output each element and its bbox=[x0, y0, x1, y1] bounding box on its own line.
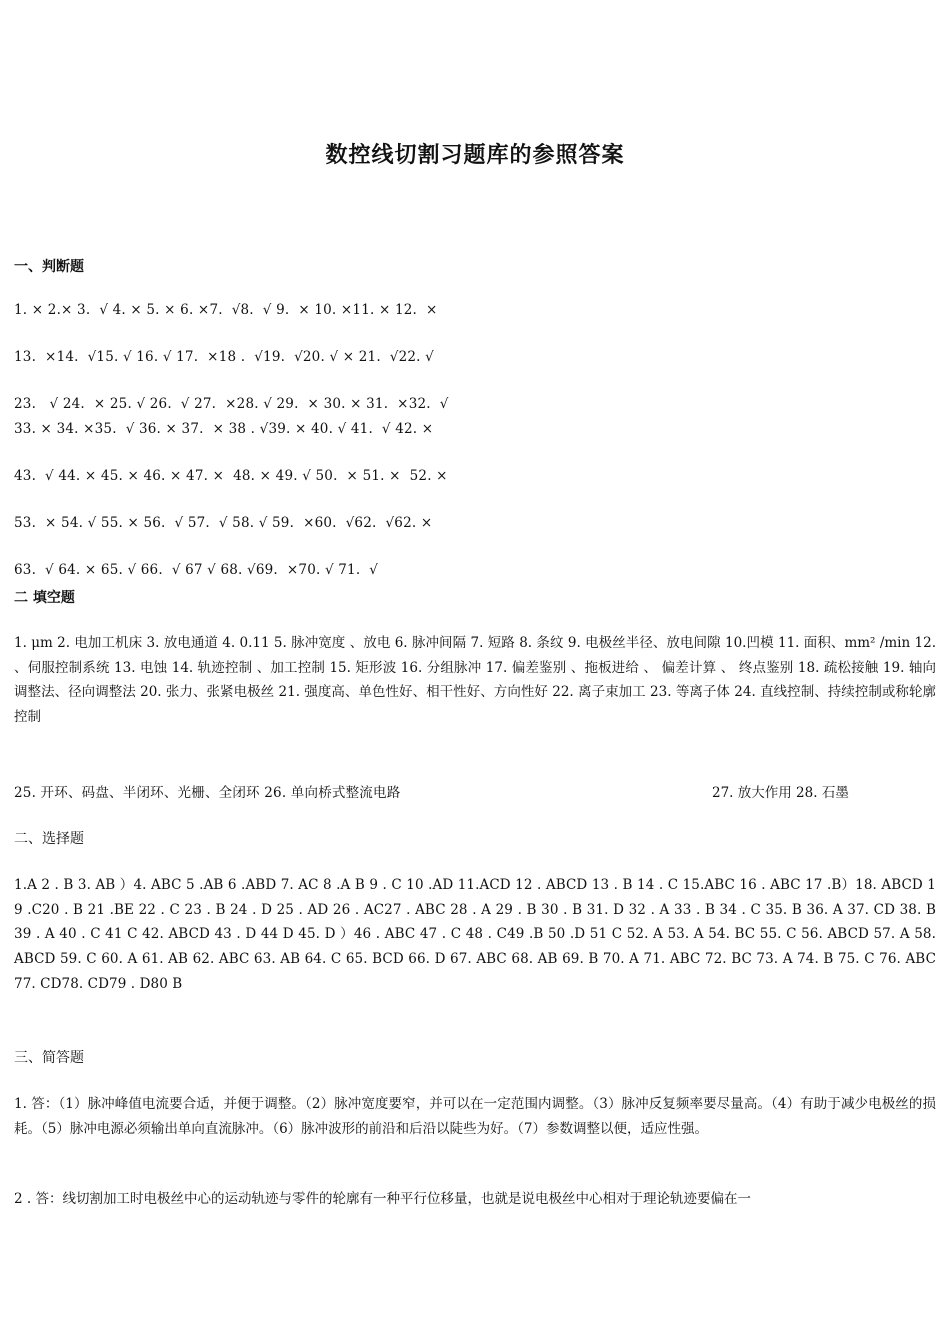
section-heading-short-answer: 三、简答题 bbox=[14, 1050, 84, 1066]
judgment-answer-line: 43. √ 44. × 45. × 46. × 47. × 48. × 49. √ 50. × 51. × 52. × bbox=[14, 468, 448, 484]
judgment-answer-line: 63. √ 64. × 65. √ 66. √ 67 √ 68. √69. ×70. √ 71. √ bbox=[14, 562, 379, 578]
choice-answers: 1.A 2 . B 3. AB ）4. ABC 5 .AB 6 .ABD 7. AC 8 .A B 9 . C 10 .AD 11.ACD 12 . ABCD 13 . B 14 . C 15.ABC 16 . ABC 17 .B）18. ABCD 19 .C20 . B 21 .BE 22 . C 23 . B 24 . D 25 . AD 26 . AC27 . ABC 28 . A 29 . B 30 . B 31. D 32 . A 33 . B 34 . C 35. B 36. A 37. CD 38. B 39 . A 40 . C 41 C 42. ABCD 43 . D 44 D 45. D ）46 . ABC 47 . C 48 . C49 .B 50 .D 51 C 52. A 53. A 54. BC 55. C 56. ABCD 57. A 58. ABCD 59. C 60. A 61. AB 62. ABC 63. AB 64. C 65. BCD 66. D 67. ABC 68. AB 69. B 70. A 71. ABC 72. BC 73. A 74. B 75. C 76. ABC 77. CD78. CD79 . D80 B bbox=[14, 877, 936, 992]
short-answer-2: 2 . 答：线切割加工时电极丝中心的运动轨迹与零件的轮廓有一种平行位移量，也就是说电极丝中心相对于理论轨迹要偏在一 bbox=[14, 1191, 751, 1207]
judgment-answer-line: 23. √ 24. × 25. √ 26. √ 27. ×28. √ 29. × 30. × 31. ×32. √ bbox=[14, 396, 449, 412]
fill-blank-answer-line: 25. 开环、码盘、半闭环、光栅、全闭环 26. 单向桥式整流电路 bbox=[14, 785, 401, 801]
judgment-answer-line: 53. × 54. √ 55. × 56. √ 57. √ 58. √ 59. ×60. √62. √62. × bbox=[14, 515, 433, 531]
section-heading-judgment: 一、判断题 bbox=[14, 259, 84, 275]
fill-blank-answer-line: 27. 放大作用 28. 石墨 bbox=[712, 785, 849, 801]
judgment-answer-line: 1. × 2.× 3. √ 4. × 5. × 6. ×7. √8. √ 9. × 10. ×11. × 12. × bbox=[14, 302, 438, 318]
judgment-answer-line: 33. × 34. ×35. √ 36. × 37. × 38 . √39. × 40. √ 41. √ 42. × bbox=[14, 421, 434, 437]
short-answer-1: 1. 答：（1）脉冲峰值电流要合适，并便于调整。（2）脉冲宽度要窄，并可以在一定范围内调整。（3）脉冲反复频率要尽量高。（4）有助于减少电极丝的损耗。（5）脉冲电源必须输出单向直流脉冲。（6）脉冲波形的前沿和后沿以陡些为好。（7）参数调整以便，适应性强。 bbox=[14, 1096, 936, 1137]
page-title: 数控线切割习题库的参照答案 bbox=[325, 143, 625, 168]
judgment-answer-line: 13. ×14. √15. √ 16. √ 17. ×18 . √19. √20. √ × 21. √22. √ bbox=[14, 349, 434, 365]
section-heading-choice: 二、选择题 bbox=[14, 831, 84, 847]
section-heading-fill-blank: 二 填空题 bbox=[14, 590, 75, 606]
fill-blank-answers: 1. μm 2. 电加工机床 3. 放电通道 4. 0.11 5. 脉冲宽度 、放电 6. 脉冲间隔 7. 短路 8. 条纹 9. 电极丝半径、放电间隙 10.凹模 11. 面积、mm² /min 12. 、伺服控制系统 13. 电蚀 14. 轨迹控制 、加工控制 15. 矩形波 16. 分组脉冲 17. 偏差鉴别 、拖板进给 、 偏差计算 、 终点鉴别 18. 疏松接触 19. 轴向调整法、径向调整法 20. 张力、张紧电极丝 21. 强度高、单色性好、相干性好、方向性好 22. 离子束加工 23. 等离子体 24. 直线控制、持续控制或称轮廓控制 bbox=[14, 635, 936, 726]
